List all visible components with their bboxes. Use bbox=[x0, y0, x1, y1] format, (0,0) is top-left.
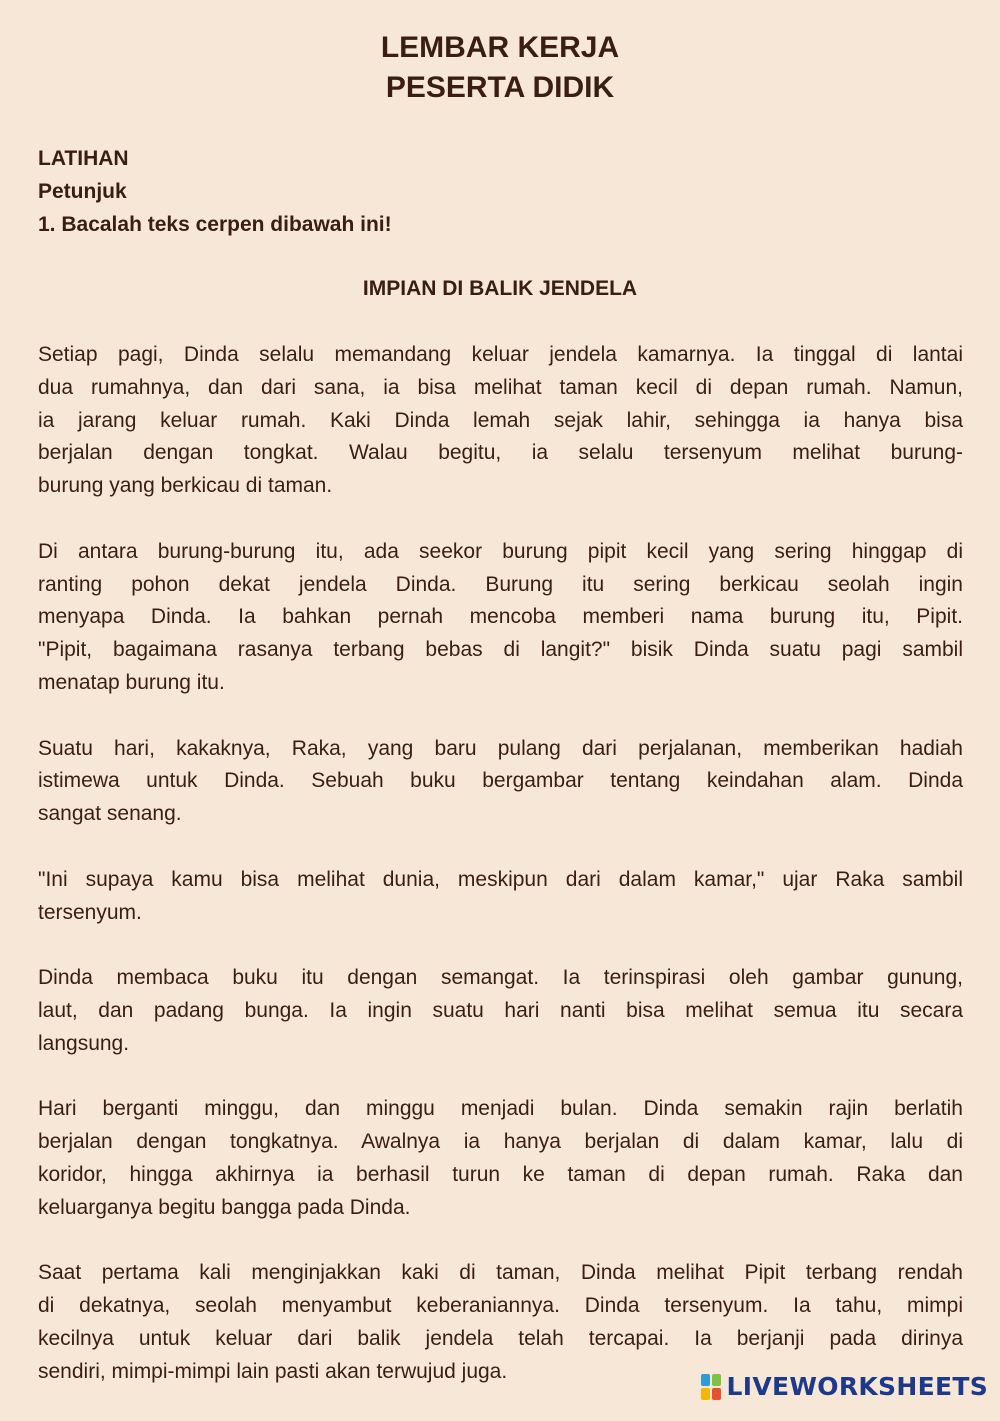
story-line: laut, dan padang bunga. Ia ingin suatu hari nanti bisa melihat semua itu secara bbox=[38, 998, 963, 1022]
story-line: istimewa untuk Dinda. Sebuah buku bergambar tentang keindahan alam. Dinda bbox=[38, 769, 963, 793]
logo-square-yellow bbox=[701, 1388, 710, 1400]
story-line: Saat pertama kali menginjakkan kaki di taman, Dinda melihat Pipit terbang rendah bbox=[38, 1261, 963, 1285]
story-line: langsung. bbox=[38, 1031, 130, 1055]
story-line: Di antara burung-burung itu, ada seekor burung pipit kecil yang sering hinggap di bbox=[38, 539, 963, 563]
story-line: keluarganya begitu bangga pada Dinda. bbox=[38, 1195, 411, 1219]
story-line: menatap burung itu. bbox=[38, 670, 225, 694]
story-line: burung yang berkicau di taman. bbox=[38, 474, 333, 498]
story-title: IMPIAN DI BALIK JENDELA bbox=[362, 277, 638, 300]
liveworksheets-wordmark: LIVEWORKSHEETS bbox=[726, 1372, 988, 1401]
story-line: Dinda membaca buku itu dengan semangat. Ia terinspirasi oleh gambar gunung, bbox=[38, 966, 963, 990]
instruction-heading: Petunjuk bbox=[38, 180, 127, 203]
story-body bbox=[38, 339, 963, 1421]
story-line: menyapa Dinda. Ia bahkan pernah mencoba memberi nama burung itu, Pipit. bbox=[38, 605, 963, 629]
story-line: Hari berganti minggu, dan minggu menjadi bulan. Dinda semakin rajin berlatih bbox=[38, 1097, 963, 1121]
story-line: kecilnya untuk keluar dari balik jendela telah tercapai. Ia berjanji pada dirinya bbox=[38, 1326, 963, 1350]
section-label: LATIHAN bbox=[38, 147, 129, 170]
story-line: koridor, hingga akhirnya ia berhasil turun ke taman di depan rumah. Raka dan bbox=[38, 1162, 963, 1186]
story-line: Suatu hari, kakaknya, Raka, yang baru pulang dari perjalanan, memberikan hadiah bbox=[38, 736, 963, 760]
story-line: berjalan dengan tongkat. Walau begitu, ia selalu tersenyum melihat burung- bbox=[38, 441, 963, 465]
instruction-item-1: 1. Bacalah teks cerpen dibawah ini! bbox=[38, 213, 392, 236]
story-line: "Pipit, bagaimana rasanya terbang bebas di langit?" bisik Dinda suatu pagi sambil bbox=[38, 638, 963, 662]
story-line: dua rumahnya, dan dari sana, ia bisa melihat taman kecil di depan rumah. Namun, bbox=[38, 375, 963, 399]
logo-square-red bbox=[712, 1388, 721, 1400]
story-line: sangat senang. bbox=[38, 802, 182, 826]
logo-square-blue bbox=[701, 1374, 710, 1386]
instruction-section bbox=[38, 142, 963, 241]
title-line-2: PESERTA DIDIK bbox=[385, 71, 615, 104]
story-line: ranting pohon dekat jendela Dinda. Burung itu sering berkicau seolah ingin bbox=[38, 572, 963, 596]
title-line-1: LEMBAR KERJA bbox=[380, 31, 620, 64]
worksheet-title bbox=[0, 28, 1000, 108]
story-paragraph bbox=[38, 864, 963, 930]
story-line: Setiap pagi, Dinda selalu memandang keluar jendela kamarnya. Ia tinggal di lantai bbox=[38, 343, 963, 366]
story-paragraph bbox=[38, 1093, 963, 1224]
story-line: "Ini supaya kamu bisa melihat dunia, meskipun dari dalam kamar," ujar Raka sambil bbox=[38, 867, 963, 891]
story-paragraph bbox=[38, 339, 963, 503]
story-line: di dekatnya, seolah menyambut keberaniannya. Dinda tersenyum. Ia tahu, mimpi bbox=[38, 1294, 963, 1318]
logo-square-green bbox=[712, 1374, 721, 1386]
story-paragraph bbox=[38, 733, 963, 831]
story-paragraph bbox=[38, 536, 963, 700]
liveworksheets-logo-icon bbox=[701, 1374, 721, 1400]
story-line: sendiri, mimpi-mimpi lain pasti akan terwujud juga. bbox=[38, 1359, 508, 1383]
liveworksheets-brand bbox=[701, 1372, 988, 1401]
story-line: tersenyum. bbox=[38, 900, 142, 924]
story-line: ia jarang keluar rumah. Kaki Dinda lemah sejak lahir, sehingga ia hanya bisa bbox=[38, 408, 963, 432]
story-paragraph bbox=[38, 962, 963, 1060]
story-paragraph bbox=[38, 1257, 963, 1388]
story-line: berjalan dengan tongkatnya. Awalnya ia hanya berjalan di dalam kamar, lalu di bbox=[38, 1130, 963, 1154]
